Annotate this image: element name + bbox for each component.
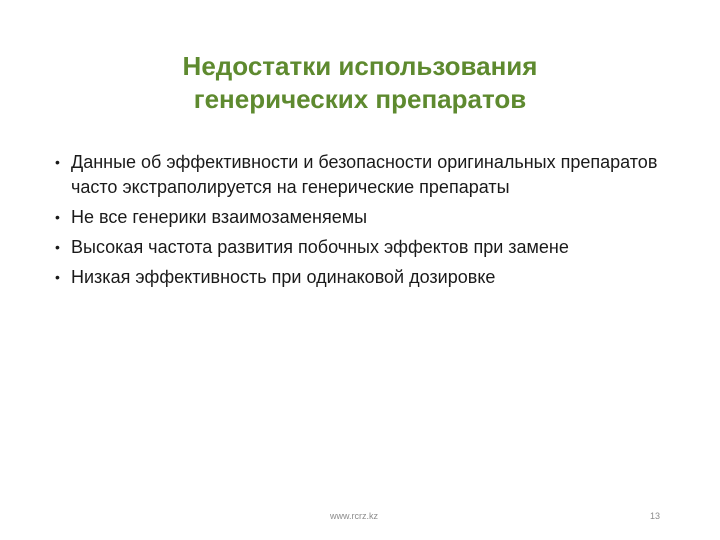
bullet-item bbox=[55, 205, 675, 230]
bullet-marker: • bbox=[55, 154, 60, 170]
slide-title-line-2: генерических препаратов bbox=[193, 84, 527, 114]
bullet-text: Низкая эффективность при одинаковой дозировке bbox=[71, 267, 496, 287]
footer-url[interactable]: www.rcrz.kz bbox=[330, 511, 378, 521]
bullet-item bbox=[55, 235, 675, 260]
bullet-marker: • bbox=[55, 269, 60, 285]
bullet-text: Данные об эффективности и безопасности оригинальных препаратов часто экстраполируется на генерические препараты bbox=[71, 152, 658, 197]
slide-title bbox=[60, 50, 660, 116]
bullet-list bbox=[55, 150, 675, 295]
bullet-item bbox=[55, 265, 675, 290]
bullet-marker: • bbox=[55, 239, 60, 255]
bullet-text: Не все генерики взаимозаменяемы bbox=[71, 207, 368, 227]
page-number: 13 bbox=[650, 511, 661, 521]
bullet-item bbox=[55, 150, 675, 200]
bullet-marker: • bbox=[55, 209, 60, 225]
bullet-text: Высокая частота развития побочных эффектов при замене bbox=[71, 237, 569, 257]
slide-title-line-1: Недостатки использования bbox=[182, 51, 538, 81]
